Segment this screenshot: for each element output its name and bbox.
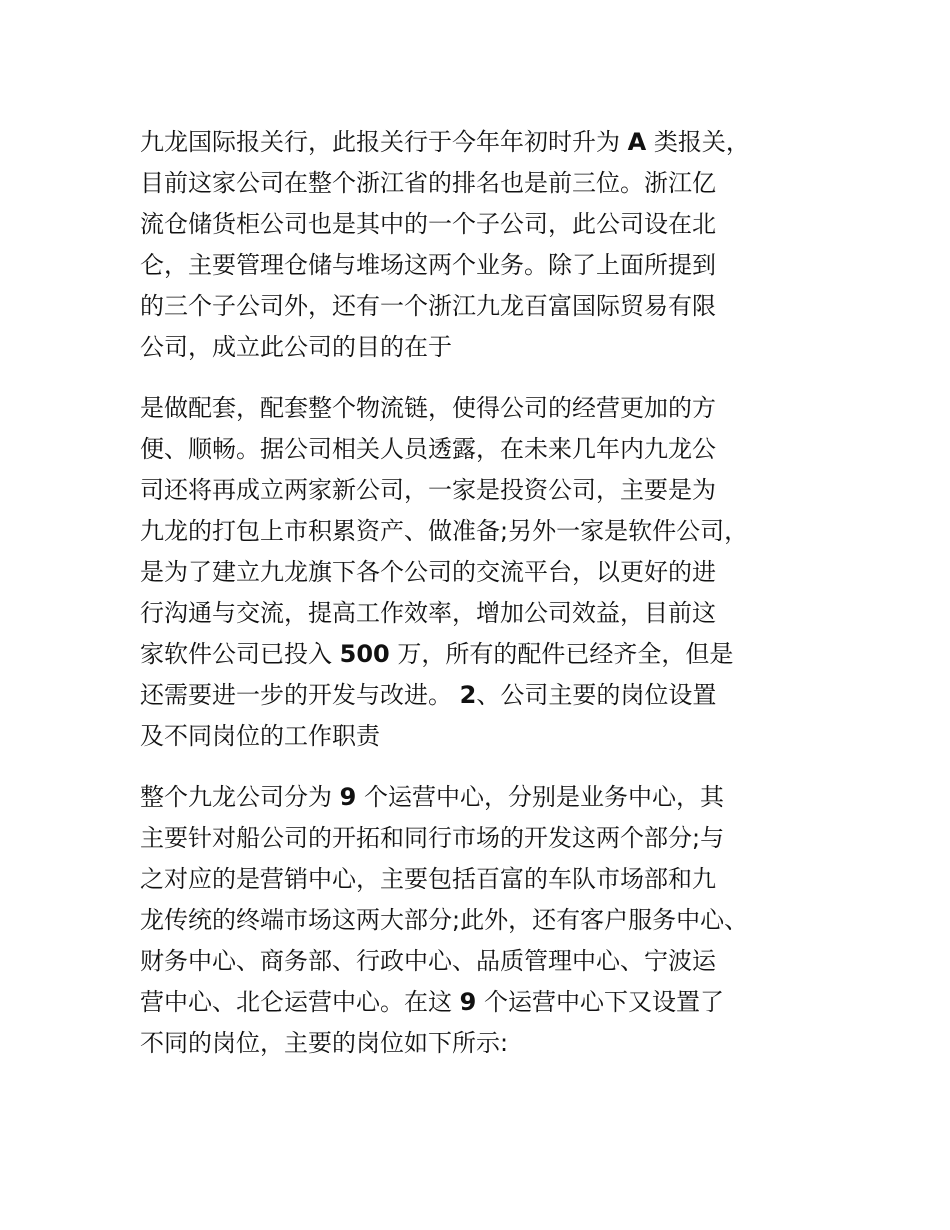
text-line: 财务中心、商务部、行政中心、品质管理中心、宁波运: [140, 947, 716, 975]
document-page: [140, 122, 830, 1064]
text-line: 是做配套，配套整个物流链，使得公司的经营更加的方: [140, 394, 716, 422]
paragraph-gap: [140, 757, 830, 777]
text-line: 之对应的是营销中心，主要包括百富的车队市场部和九: [140, 865, 716, 893]
text-line: 流仓储货柜公司也是其中的一个子公司，此公司设在北: [140, 210, 716, 238]
text-line: 公司，成立此公司的目的在于: [140, 333, 452, 361]
text-line: 不同的岗位，主要的岗位如下所示:: [140, 1029, 509, 1057]
text-line: 整个九龙公司分为 9 个运营中心，分别是业务中心，其: [140, 783, 724, 811]
text-line: 的三个子公司外，还有一个浙江九龙百富国际贸易有限: [140, 292, 716, 320]
text-line: 是为了建立九龙旗下各个公司的交流平台，以更好的进: [140, 558, 716, 586]
text-line: 还需要进一步的开发与改进。 2、公司主要的岗位设置: [140, 681, 717, 709]
paragraph-3: [140, 777, 830, 1064]
text-line: 九龙的打包上市积累资产、做准备;另外一家是软件公司，: [140, 517, 749, 545]
text-line: 仑，主要管理仓储与堆场这两个业务。除了上面所提到: [140, 251, 716, 279]
text-line: 家软件公司已投入 500 万，所有的配件已经齐全，但是: [140, 640, 734, 668]
text-line: 九龙国际报关行，此报关行于今年年初时升为 A 类报关，: [140, 128, 750, 156]
text-line: 及不同岗位的工作职责: [140, 722, 380, 750]
text-line: 主要针对船公司的开拓和同行市场的开发这两个部分;与: [140, 824, 725, 852]
paragraph-gap: [140, 368, 830, 388]
paragraph-2: [140, 388, 830, 757]
text-line: 行沟通与交流，提高工作效率，增加公司效益，目前这: [140, 599, 716, 627]
text-line: 便、顺畅。据公司相关人员透露，在未来几年内九龙公: [140, 435, 716, 463]
text-line: 龙传统的终端市场这两大部分;此外，还有客户服务中心、: [140, 906, 749, 934]
paragraph-1: [140, 122, 830, 368]
text-line: 营中心、北仑运营中心。在这 9 个运营中心下又设置了: [140, 988, 724, 1016]
text-line: 目前这家公司在整个浙江省的排名也是前三位。浙江亿: [140, 169, 716, 197]
text-line: 司还将再成立两家新公司，一家是投资公司，主要是为: [140, 476, 716, 504]
